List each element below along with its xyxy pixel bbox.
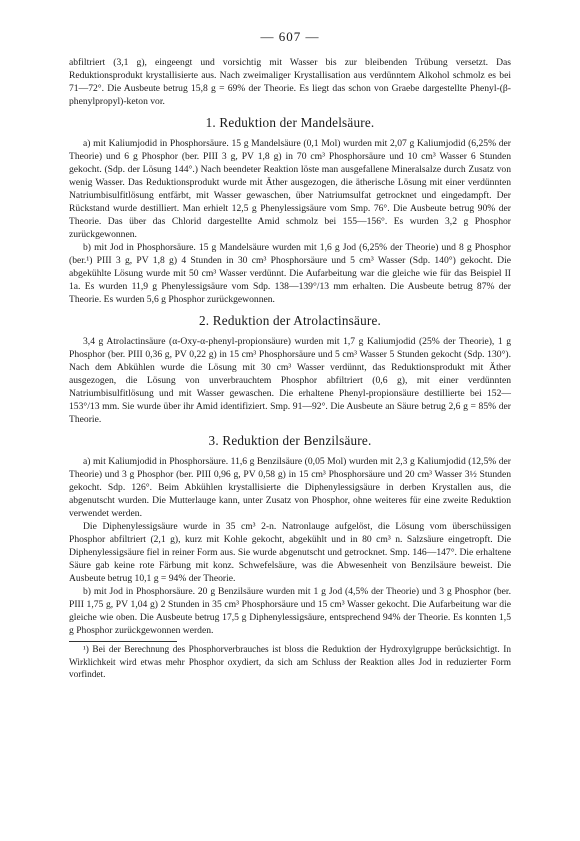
paragraph-mandel-a: a) mit Kaliumjodid in Phosphorsäure. 15 g Mandelsäure (0,1 Mol) wurden mit 2,07 g Kaliumjodid (6,25% der Theorie) und 6 g Phosphor (ber. PIII 3 g, PV 1,8 g) in 70 cm³ Phosphorsäure und 10 cm³ Wasser 6 Stunden gekocht. (Sdp. der Lösung 144°.) Nach beendeter Reaktion löste man ausgefallene Mineralsalze durch Zusatz von wenig Wasser. Das Reduktionsprodukt wurde mit Äther ausgezogen, die ätherische Lösung mit einer verdünnten Natriumbisulfitlösung entfärbt, mit Wasser gewaschen, über Natriumsulfat getrocknet und eingedampft. Der Rückstand wurde destilliert. Man erhielt 12,5 g Phenylessigsäure vom Smp. 76°. Die Ausbeute betrug 90% der Theorie. Das über das Chlorid dargestellte Amid schmolz bei 155—156°. Es wurden 3,2 g Phosphor zurückgewonnen. — [69, 138, 511, 240]
paragraph-mandel-b: b) mit Jod in Phosphorsäure. 15 g Mandelsäure wurden mit 1,6 g Jod (6,25% der Theorie) und 8 g Phosphor (ber.¹) PIII 3 g, PV 1,8 g) 4 Stunden in 30 cm³ Phosphorsäure und 5 cm³ Wasser (Sdp. 140°) gekocht. Die abgekühlte Lösung wurde mit 50 cm³ Wasser verdünnt. Die Aufarbeitung war die gleiche wie für das Beispiel II 1a. Es wurden 11,9 g Phenylessigsäure vom Sdp. 138—139°/13 mm erhalten. Die Ausbeute betrug 87% der Theorie. Es wurden 5,6 g Phosphor zurückgewonnen. — [69, 242, 511, 305]
paragraph-benzil-workup: Die Diphenylessigsäure wurde in 35 cm³ 2-n. Natronlauge aufgelöst, die Lösung vom überschüssigen Phosphor abfiltriert (2,1 g), kurz mit Kohle gekocht, abgekühlt und in 80 cm³ n. Salzsäure eingetropft. Die Diphenylessigsäure fiel in reiner Form aus. Sie wurde abgenutscht und getrocknet. Smp. 146—147°. Die erhaltene Säure gab keine rote Färbung mit konz. Schwefelsäure, was die Abwesenheit von Benzilsäure beweist. Die Ausbeute betrug 10,1 g = 94% der Theorie. — [69, 521, 511, 584]
section-heading-mandelsaeure: 1. Reduktion der Mandelsäure. — [205, 115, 375, 130]
paragraph-benzil-b: b) mit Jod in Phosphorsäure. 20 g Benzilsäure wurden mit 1 g Jod (4,5% der Theorie) und 3 g Phosphor (ber. PIII 1,75 g, PV 1,04 g) 2 Stunden in 35 cm³ Phosphorsäure und 15 cm³ Wasser gekocht. Die Aufarbeitung war die gleiche wie oben. Die Ausbeute betrug 17,5 g Diphenylessigsäure, entsprechend 94% der Theorie. Es konnten 1,5 g Phosphor zurückgewonnen werden. — [69, 586, 511, 636]
paragraph-intro: abfiltriert (3,1 g), eingeengt und vorsichtig mit Wasser bis zur bleibenden Trübung versetzt. Das Reduktionsprodukt krystallisierte aus. Nach zweimaliger Krystallisation aus verdünntem Alkohol schmolz es bei 71—72°. Die Ausbeute betrug 15,8 g = 69% der Theorie. Es liegt das schon von Graebe dargestellte Phenyl-(β-phenylpropyl)-keton vor. — [69, 57, 511, 107]
page-number: — 607 — — [260, 29, 320, 44]
section-heading-atrolactinsaeure: 2. Reduktion der Atrolactinsäure. — [198, 313, 382, 328]
footnote-text: ¹) Bei der Berechnung des Phosphorverbrauches ist bloss die Reduktion der Hydroxylgruppe berücksichtigt. In Wirklichkeit wird etwas mehr Phosphor oxydiert, da sich am Schluss der Reaktion alles Jod in reduzierter Form vorfindet. — [69, 645, 511, 680]
paragraph-atrolactin: 3,4 g Atrolactinsäure (α-Oxy-α-phenyl-propionsäure) wurden mit 1,7 g Kaliumjodid (25% der Theorie), 1 g Phosphor (ber. PIII 0,36 g, PV 0,22 g) in 15 cm³ Phosphorsäure und 5 cm³ Wasser 5 Stunden gekocht (Sdp. 130°). Nach dem Abkühlen wurde die Lösung mit 30 cm³ Wasser verdünnt, das Reduktionsprodukt mit Äther ausgezogen, die Lösung von unverbrauchtem Phosphor abfiltriert (0,6 g), mit einer verdünnten Natriumbisulfitlösung und mit Wasser gewaschen. Die erhaltene Phenyl-propionsäure destillierte bei 152—153°/13 mm. Sie wurde über ihr Amid identifiziert. Smp. 91—92°. Die Ausbeute an Säure betrug 2,6 g = 85% der Theorie. — [69, 336, 511, 425]
paragraph-benzil-a: a) mit Kaliumjodid in Phosphorsäure. 11,6 g Benzilsäure (0,05 Mol) wurden mit 2,3 g Kaliumjodid (12,5% der Theorie) und 3 g Phosphor (ber. PIII 0,96 g, PV 0,58 g) in 15 cm³ Phosphorsäure und 20 cm³ Wasser 3½ Stunden gekocht. Sdp. 126°. Beim Abkühlen krystallisierte die Diphenylessigsäure in derben Krystallen aus, die abgenutscht wurden. Die Mutterlauge kann, unter Zusatz von Phosphor, ohne weiteres für eine zweite Reduktion verwendet werden. — [69, 456, 511, 519]
footnote — [69, 644, 511, 682]
section-heading-benzilsaeure: 3. Reduktion der Benzilsäure. — [208, 433, 372, 448]
footnote-divider — [69, 641, 177, 642]
